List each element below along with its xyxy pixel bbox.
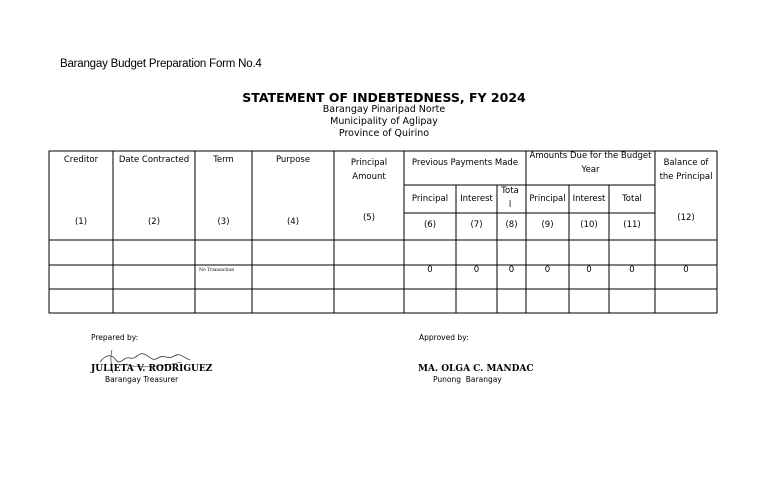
document-title: STATEMENT OF INDEBTEDNESS, FY 2024 xyxy=(242,90,526,105)
header-date-contracted: Date Contracted xyxy=(118,155,190,165)
column-number: (6) xyxy=(423,220,437,230)
column-number: (11) xyxy=(623,220,641,230)
value-prev-principal: 0 xyxy=(427,265,433,275)
header-term: Term xyxy=(213,155,234,165)
column-number: (5) xyxy=(362,213,376,223)
treasurer-name: JULIETA V. RODRIGUEZ xyxy=(91,364,213,374)
header-due-interest: Interest xyxy=(572,194,606,204)
barangay-name: Barangay Pinaripad Norte xyxy=(322,104,446,115)
province-name: Province of Quirino xyxy=(338,128,430,139)
header-due-principal: Principal xyxy=(529,194,566,204)
no-transaction-note: No Transaction xyxy=(199,268,235,273)
prepared-by-label: Prepared by: xyxy=(91,333,139,342)
punong-barangay-position: Punong Barangay xyxy=(433,375,502,384)
column-number: (7) xyxy=(470,220,483,230)
header-principal-amount: Principal Amount xyxy=(350,158,388,182)
header-previous-payments: Previous Payments Made xyxy=(411,158,519,168)
value-prev-total: 0 xyxy=(508,265,515,275)
header-prev-total: Tota l xyxy=(501,186,519,210)
treasurer-position: Barangay Treasurer xyxy=(105,375,179,384)
header-creditor: Creditor xyxy=(63,155,99,165)
column-number: (3) xyxy=(217,217,230,227)
value-balance: 0 xyxy=(683,265,689,275)
form-number-label: Barangay Budget Preparation Form No.4 xyxy=(60,58,262,70)
value-due-interest: 0 xyxy=(586,265,592,275)
header-balance-principal: Balance of the Principal xyxy=(659,158,713,182)
value-prev-interest: 0 xyxy=(473,265,480,275)
column-number: (9) xyxy=(541,220,554,230)
column-number: (1) xyxy=(74,217,88,227)
header-prev-principal: Principal xyxy=(411,194,449,204)
header-prev-interest: Interest xyxy=(460,194,493,204)
punong-barangay-name: MA. OLGA C. MANDAC xyxy=(418,364,534,374)
column-number: (10) xyxy=(580,220,598,230)
approved-by-label: Approved by: xyxy=(419,333,469,342)
header-due-total: Total xyxy=(622,194,642,204)
value-due-principal: 0 xyxy=(544,265,551,275)
column-number: (4) xyxy=(286,217,300,227)
column-number: (12) xyxy=(677,213,695,223)
column-number: (8) xyxy=(505,220,518,230)
header-purpose: Purpose xyxy=(275,155,311,165)
value-due-total: 0 xyxy=(629,265,635,275)
municipality-name: Municipality of Aglipay xyxy=(330,116,438,127)
column-number: (2) xyxy=(147,217,161,227)
header-amounts-due: Amounts Due for the Budget Year xyxy=(529,151,652,175)
